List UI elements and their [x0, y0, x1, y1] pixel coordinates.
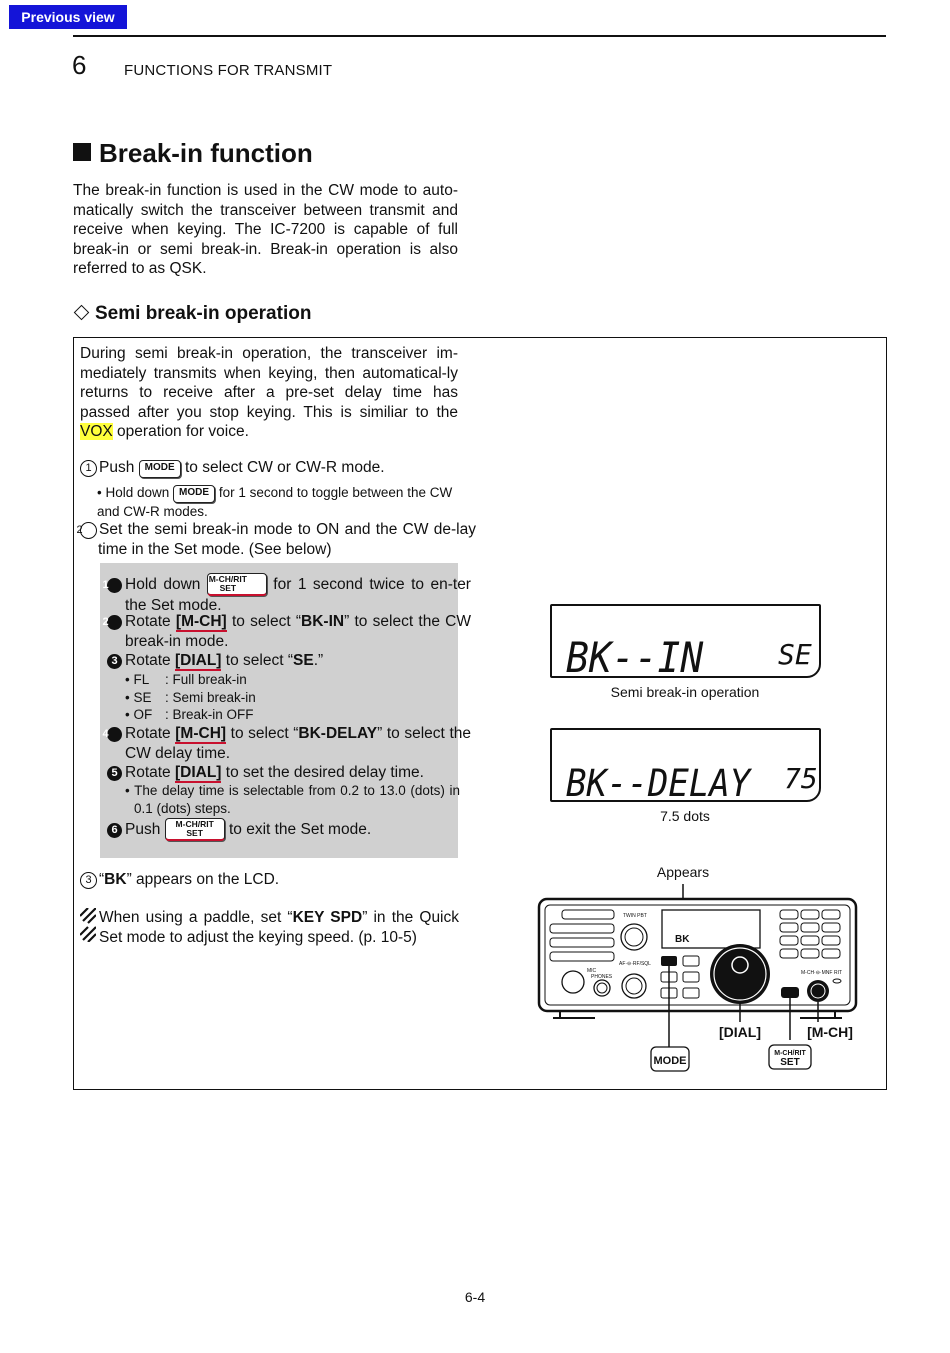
- subsection-title-text: Semi break-in operation: [95, 303, 312, 324]
- semi-description: [80, 344, 458, 442]
- mode-button-shape: [661, 956, 677, 966]
- note-hatch-icon: [80, 908, 96, 942]
- mch-rit-set-key: [207, 573, 267, 596]
- bk-indicator: BK: [675, 934, 690, 945]
- transceiver-front-panel: [535, 860, 865, 1080]
- sub-step-1-number: 1: [107, 578, 122, 593]
- square-bullet-icon: [73, 143, 91, 161]
- key-spd-ref: KEY SPD: [292, 909, 363, 926]
- diamond-bullet-icon: [74, 305, 90, 321]
- section-title-text: Break-in function: [99, 138, 313, 168]
- mch-rit-set-key: [165, 818, 225, 841]
- chapter-title: FUNCTIONS FOR TRANSMIT: [124, 62, 333, 79]
- bk-ref: BK: [104, 871, 127, 888]
- lcd-segments: [552, 730, 819, 800]
- dial-label: [DIAL]: [719, 1024, 761, 1040]
- mch-key-ref: [M-CH]: [175, 613, 227, 630]
- step-3-quote: “: [99, 871, 105, 888]
- bk-delay-ref: BK-DELAY: [298, 725, 378, 742]
- lcd-value-text: 75: [784, 762, 818, 795]
- mode-key-note: MODE: [173, 485, 215, 503]
- main-dial-icon: [710, 944, 770, 1004]
- step-1-note-before: • Hold down: [97, 485, 170, 500]
- sub-step-1: [102, 573, 471, 616]
- sub-step-6-after: to exit the Set mode.: [228, 821, 372, 838]
- desc-text: During semi break-in operation, the transceiver im-mediately transmits when keying, then automatical-ly returns to receive after a pre-set delay time has passed after you stop keying. This is similiar to the: [80, 345, 458, 421]
- step-3-number: 3: [80, 872, 97, 889]
- af-rf-label: AF·⊖·RF/SQL: [619, 961, 651, 967]
- lcd-main-text: BK--IN: [566, 634, 704, 676]
- sub-step-2-after: ” to select the CW break-in mode.: [125, 613, 471, 650]
- sub-step-4-after: ” to select the CW delay time.: [125, 725, 471, 762]
- step-1: [80, 458, 458, 478]
- key-top-label: M-CH/RIT: [208, 574, 247, 584]
- sub-step-2-number: 2: [107, 615, 122, 630]
- bk-in-ref: BK-IN: [301, 613, 345, 630]
- sub-step-5-number: 5: [107, 766, 122, 781]
- sub-step-4: [102, 724, 471, 763]
- sub-step-1-before: Hold down: [125, 576, 201, 593]
- sub-step-2-mid: to select “: [231, 613, 302, 630]
- lcd-main-text: BK--DELAY: [566, 762, 751, 800]
- sub-step-6: [107, 818, 453, 841]
- dial-key-ref: [DIAL]: [174, 652, 222, 669]
- sub-step-2: [102, 612, 471, 651]
- option-of: [125, 706, 254, 724]
- sub-step-5-rotate: Rotate: [125, 764, 171, 781]
- sub-step-3-after: .”: [313, 652, 324, 669]
- mch-label: [M-CH]: [807, 1024, 853, 1040]
- step-3: [80, 870, 458, 890]
- vox-highlight: VOX: [80, 423, 113, 440]
- option-code: • SE: [125, 690, 152, 705]
- previous-view-button[interactable]: Previous view: [9, 5, 127, 29]
- note-after: ” in the Quick Set mode to adjust the keying speed. (p. 10-5): [99, 909, 460, 946]
- mic-label: MIC: [587, 968, 597, 974]
- mode-key: MODE: [139, 460, 181, 478]
- option-code: • FL: [125, 672, 150, 687]
- section-title: [73, 138, 313, 169]
- sub-step-3-rotate: Rotate: [125, 652, 171, 669]
- step-2-text: Set the semi break-in mode to ON and the CW de-lay time in the Set mode. (See below): [98, 521, 476, 558]
- sub-step-4-mid: to select “: [230, 725, 299, 742]
- option-code: • OF: [125, 707, 153, 722]
- chapter-number: 6: [72, 50, 87, 80]
- sub-step-3: [107, 651, 453, 671]
- page-number: 6-4: [464, 1289, 486, 1305]
- sub-step-6-push: Push: [125, 821, 161, 838]
- lcd-display-bk-in: [550, 604, 821, 678]
- set-callout-bottom: SET: [780, 1057, 800, 1068]
- sub-step-4-number: 4: [107, 727, 122, 742]
- option-desc: : Full break-in: [165, 672, 247, 687]
- step-1-note: [97, 484, 459, 521]
- rit-label: RIT: [834, 970, 843, 976]
- sub-step-2-rotate: Rotate: [125, 613, 171, 630]
- sub-step-6-number: 6: [107, 823, 122, 838]
- mode-callout-label: MODE: [653, 1055, 687, 1067]
- option-fl: [125, 671, 247, 689]
- paddle-note: [99, 908, 459, 947]
- sub-step-3-number: 3: [107, 654, 122, 669]
- step-1-note-after: for 1 second to toggle between the CW and CW-R modes.: [97, 485, 453, 519]
- step-1-text: to select CW or CW-R mode.: [184, 459, 385, 476]
- lcd-segments: [552, 606, 819, 676]
- key-top-label: M-CH/RIT: [175, 819, 214, 829]
- sub-step-5: [107, 763, 453, 783]
- dial-key-ref: [DIAL]: [174, 764, 222, 781]
- section-intro: The break-in function is used in the CW mode to auto-matically switch the transceiver between transmit and receive when keying. The IC-7200 is capable of full break-in or semi break-in. Break-in operation is also referred to as QSK.: [73, 182, 458, 277]
- sub-step-5-after: to set the desired delay time.: [225, 764, 424, 781]
- lcd-display-bk-delay: [550, 728, 821, 802]
- se-ref: SE: [293, 652, 314, 669]
- step-1-number: 1: [80, 460, 97, 477]
- header-rule: [73, 35, 886, 37]
- note-before: When using a paddle, set “: [99, 909, 293, 926]
- lcd2-caption: 7.5 dots: [660, 808, 710, 824]
- lcd-value-text: SE: [778, 638, 812, 671]
- phones-label: PHONES: [591, 974, 613, 980]
- mch-set-button-shape: [781, 987, 799, 998]
- lcd1-caption: Semi break-in operation: [610, 684, 760, 700]
- option-desc: : Semi break-in: [165, 690, 256, 705]
- key-bottom-label: SET: [186, 828, 203, 838]
- sub-step-3-mid: to select “: [225, 652, 293, 669]
- appears-label: Appears: [656, 864, 710, 880]
- mch-knob-icon: [807, 980, 829, 1002]
- set-callout-top: M-CH/RIT: [774, 1050, 806, 1057]
- step-2: [76, 520, 476, 559]
- option-desc: : Break-in OFF: [165, 707, 254, 722]
- sub-step-5-note: • The delay time is selectable from 0.2 to 13.0 (dots) in 0.1 (dots) steps.: [125, 783, 460, 816]
- step-1-push: Push: [99, 459, 135, 476]
- step-3-text: ” appears on the LCD.: [126, 871, 280, 888]
- sub-step-4-rotate: Rotate: [125, 725, 171, 742]
- sub-step-1-after: for 1 second twice to en-ter the Set mode.: [125, 576, 471, 614]
- option-se: [125, 689, 256, 707]
- mch-mnf-label: M-CH·⊖·MNF: [801, 970, 833, 976]
- subsection-title: [73, 303, 311, 325]
- mch-key-ref: [M-CH]: [175, 725, 227, 742]
- step-2-number: 2: [80, 522, 97, 539]
- key-bottom-label: SET: [219, 583, 237, 593]
- twin-pbt-label: TWIN PBT: [623, 913, 647, 919]
- desc-text-end: operation for voice.: [117, 423, 249, 440]
